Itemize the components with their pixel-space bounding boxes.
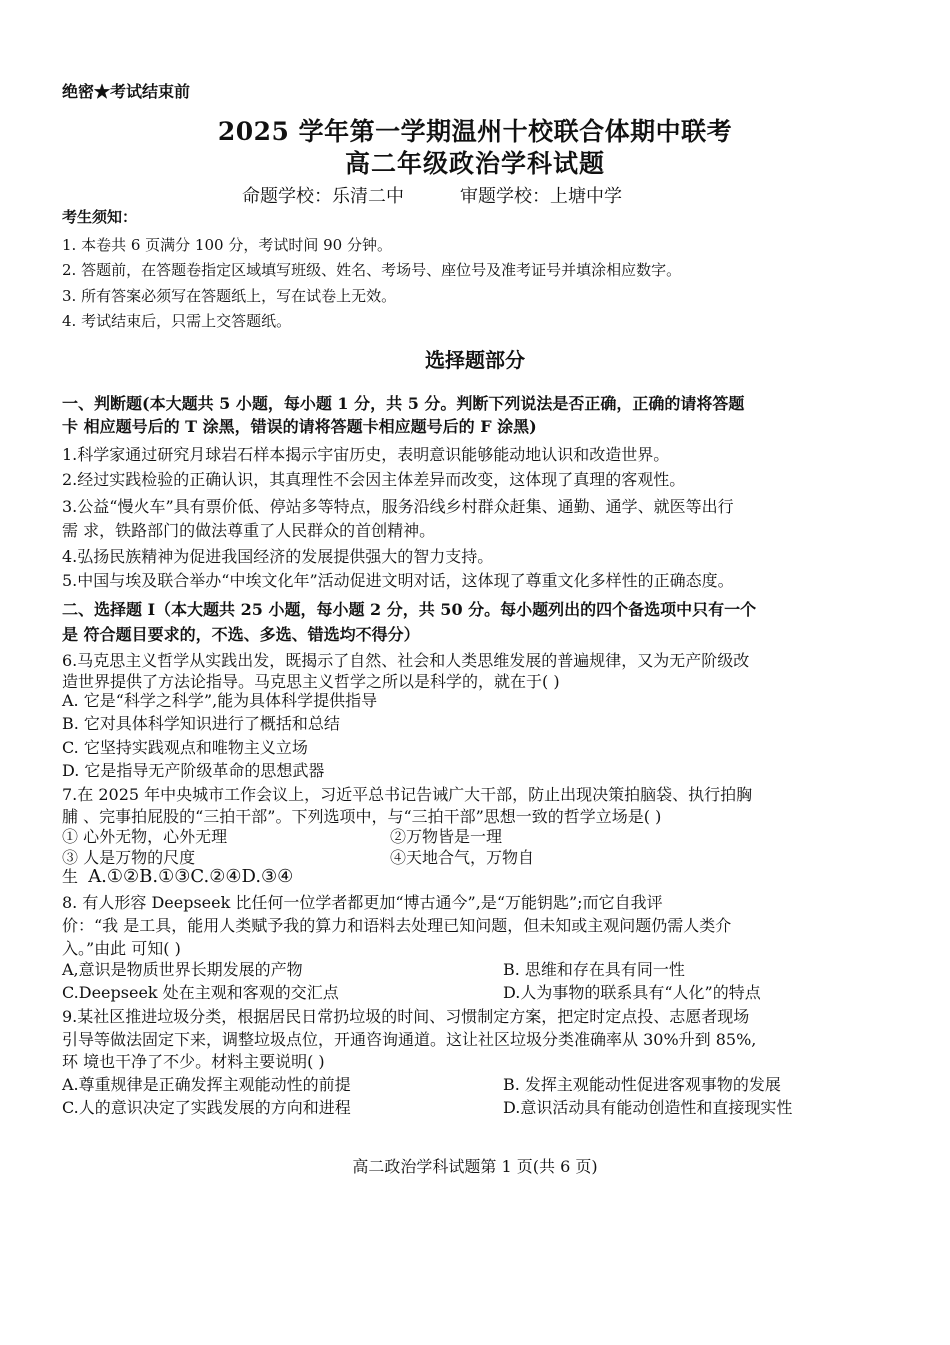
notice-item: 4. 考试结束后，只需上交答题纸。	[62, 312, 292, 330]
q8-stem: 8. 有人形容 Deepseek 比任何一位学者都更加“博古通今”,是“万能钥匙”;而它自我评	[62, 893, 663, 912]
section1-heading: 一、判断题(本大题共 5 小题，每小题 1 分，共 5 分。判断下列说法是否正确，正确的请将答题	[62, 394, 745, 413]
q6-stem: 6.马克思主义哲学从实践出发，既揭示了自然、社会和人类思维发展的普遍规律，又为无产阶级改	[62, 651, 750, 670]
setter-school: 命题学校：乐清二中	[242, 186, 404, 207]
q6-option-d: D. 它是指导无产阶级革命的思想武器	[62, 761, 325, 780]
q6-option-a: A. 它是“科学之科学”,能为具体科学提供指导	[62, 691, 378, 710]
q9-option-a: A.尊重规律是正确发挥主观能动性的前提	[62, 1075, 351, 1094]
reviewer-school: 审题学校：上塘中学	[460, 186, 622, 207]
q9-stem-cont2: 环 境也干净了不少。材料主要说明( )	[62, 1052, 325, 1071]
q8-option-d: D.人为事物的联系具有“人化”的特点	[503, 983, 761, 1002]
notice-item: 3. 所有答案必须写在答题纸上，写在试卷上无效。	[62, 287, 397, 305]
confidential-label: 绝密★考试结束前	[62, 82, 191, 101]
q8-option-a: A,意识是物质世界长期发展的产物	[62, 960, 303, 979]
q7-answers-line	[62, 864, 293, 887]
q7-answer-options: A.①②B.①③C.②④D.③④	[88, 866, 294, 887]
section1-heading-cont: 卡 相应题号后的 T 涂黑，错误的请将答题卡相应题号后的 F 涂黑)	[62, 417, 537, 436]
part-title: 选择题部分	[425, 348, 525, 372]
notice-item: 1. 本卷共 6 页满分 100 分，考试时间 90 分钟。	[62, 236, 392, 254]
exam-subtitle: 高二年级政治学科试题	[344, 149, 605, 178]
q8-stem-cont2: 入。”由此 可知( )	[62, 939, 181, 958]
q7-statement-1: ① 心外无物，心外无理	[62, 827, 228, 846]
q6-option-b: B. 它对具体科学知识进行了概括和总结	[62, 714, 340, 733]
q7-stem: 7.在 2025 年中央城市工作会议上，习近平总书记告诫广大干部，防止出现决策拍脑袋、执行拍胸	[62, 785, 753, 804]
q9-stem: 9.某社区推进垃圾分类，根据居民日常扔垃圾的时间、习惯制定方案，把定时定点投、志愿者现场	[62, 1007, 750, 1026]
q9-option-c: C.人的意识决定了实践发展的方向和进程	[62, 1098, 351, 1117]
schools-line	[242, 182, 622, 208]
section2-heading-cont: 是 符合题目要求的，不选、多选、错选均不得分）	[62, 625, 420, 644]
q7-statement-2: ②万物皆是一理	[390, 827, 503, 846]
judge-item-2: 2.经过实践检验的正确认识，其真理性不会因主体差异而改变，这体现了真理的客观性。	[62, 470, 686, 489]
q7-statement-4-tail: 生	[62, 867, 79, 886]
judge-item-5: 5.中国与埃及联合举办“中埃文化年”活动促进文明对话，这体现了尊重文化多样性的正确态度。	[62, 571, 734, 590]
judge-item-3: 3.公益“慢火车”具有票价低、停站多等特点，服务沿线乡村群众赶集、通勤、通学、就医等出行	[62, 497, 734, 516]
q9-option-b: B. 发挥主观能动性促进客观事物的发展	[503, 1075, 781, 1094]
q6-option-c: C. 它坚持实践观点和唯物主义立场	[62, 738, 308, 757]
judge-item-4: 4.弘扬民族精神为促进我国经济的发展提供强大的智力支持。	[62, 547, 494, 566]
notice-heading: 考生须知：	[62, 208, 138, 226]
page-footer: 高二政治学科试题第 1 页(共 6 页)	[352, 1157, 598, 1176]
q9-option-d: D.意识活动具有能动创造性和直接现实性	[503, 1098, 793, 1117]
exam-title: 2025 学年第一学期温州十校联合体期中联考	[217, 117, 733, 146]
judge-item-3-cont: 需 求，铁路部门的做法尊重了人民群众的首创精神。	[62, 521, 436, 540]
q7-stem-cont: 脯 、完事拍屁股的“三拍干部”。下列选项中，与“三拍干部”思想一致的哲学立场是( )	[62, 807, 662, 826]
q7-statement-4: ④天地合气，万物自	[390, 848, 535, 867]
q9-stem-cont: 引导等做法固定下来，调整垃圾点位，开通咨询通道。这让社区垃圾分类准确率从 30%升到 85%,	[62, 1030, 757, 1049]
q8-stem-cont: 价：“我 是工具，能用人类赋予我的算力和语料去处理已知问题，但未知或主观问题仍需人类介	[62, 916, 732, 935]
section2-heading: 二、选择题 I（本大题共 25 小题，每小题 2 分，共 50 分。每小题列出的四个备选项中只有一个	[62, 600, 757, 619]
judge-item-1: 1.科学家通过研究月球岩石样本揭示宇宙历史，表明意识能够能动地认识和改造世界。	[62, 445, 670, 464]
q7-statement-3: ③ 人是万物的尺度	[62, 848, 196, 867]
q6-stem-cont: 造世界提供了方法论指导。马克思主义哲学之所以是科学的，就在于( )	[62, 672, 560, 691]
notice-item: 2. 答题前，在答题卷指定区域填写班级、姓名、考场号、座位号及准考证号并填涂相应数字。	[62, 261, 682, 279]
q8-option-b: B. 思维和存在具有同一性	[503, 960, 685, 979]
q8-option-c: C.Deepseek 处在主观和客观的交汇点	[62, 983, 339, 1002]
